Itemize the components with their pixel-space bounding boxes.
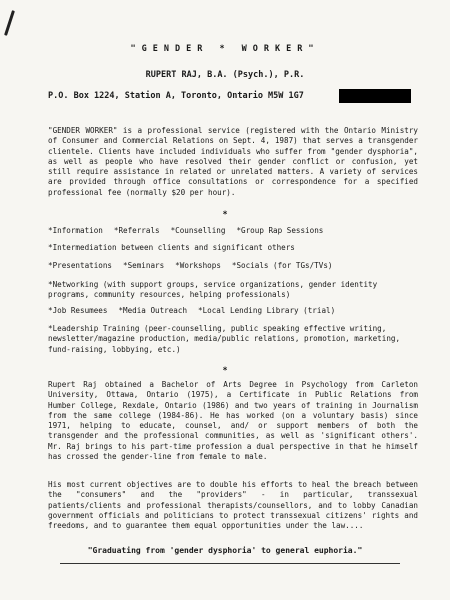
author-name-line: RUPERT RAJ, B.A. (Psych.), P.R.	[145, 70, 305, 80]
redaction-box	[339, 89, 411, 103]
services-row-4: *Networking (with support groups, service organizations, gender identity programs, community resources, helping professionals)	[48, 280, 378, 300]
service-item: *Group Rap Sessions	[236, 226, 324, 235]
mailing-address: P.O. Box 1224, Station A, Toronto, Ontario M5W 1G7	[48, 91, 304, 101]
bio-paragraph: Rupert Raj obtained a Bachelor of Arts Degree in Psychology from Carleton University, Ottawa, Ontario (1975), a Certificate in Public Relations from Humber College, Rexdale, Ontario (1986) and two years of training in Journalism from the same college (1984-86). He has worked (on a voluntary basis) since 1971, helping to educate, counsel, and/ or support members of both the transgender and the professional communities, as well as 'significant others'. Mr. Raj brings to his part-time profession a dual perspective in that he himself has crossed the gender-line from female to male.	[48, 380, 418, 462]
service-item: *Presentations	[48, 261, 113, 270]
services-row-2: *Intermediation between clients and significant others	[48, 243, 295, 252]
service-item: *Socials (for TGs/TVs)	[231, 261, 333, 270]
services-row-3	[48, 261, 420, 271]
intro-paragraph: "GENDER WORKER" is a professional service (registered with the Ontario Ministry of Consumer and Commercial Relations on Sept. 4, 1987) that serves a transgender clientele. Clients have included individuals who suffer from "gender dysphoria", as well as people who have resolved their gender conflict or confusion, yet still require assistance in related or unrelated matters. A variety of services are provided through office consultations or correspondence for a specified professional fee (normally $20 per hour).	[48, 126, 418, 197]
services-row-1	[48, 226, 420, 236]
service-item: *Media Outreach	[118, 306, 188, 315]
separator-star: *	[222, 366, 228, 376]
objectives-paragraph: His most current objectives are to double his efforts to heal the breach between the "consumers" and the "providers" - in particular, transsexual patients/clients and professional therapists/counsellors, and to lobby Canadian government officials and politicians to protect transsexual citizens' rights and freedoms, and to guarantee them equal opportunities under the law....	[48, 480, 418, 531]
service-item: *Referrals	[113, 226, 160, 235]
document-title: "GENDER * WORKER"	[130, 44, 320, 54]
services-row-5	[48, 306, 420, 316]
service-item: *Information	[48, 226, 103, 235]
motto: "Graduating from 'gender dysphoria' to general euphoria."	[87, 546, 363, 555]
service-item: *Counselling	[170, 226, 226, 235]
service-item: *Workshops	[175, 261, 221, 270]
service-item: *Job Resumees	[48, 306, 108, 315]
services-row-6: *Leadership Training (peer-counselling, public speaking effective writing, newsletter/magazine production, media/public relations, promotion, marketing, fund-raising, lobbying, etc.)	[48, 324, 401, 354]
pen-mark	[4, 10, 15, 36]
service-item: *Local Lending Library (trial)	[198, 306, 336, 315]
service-item: *Seminars	[123, 261, 165, 270]
divider-rule	[60, 563, 400, 564]
separator-star: *	[222, 210, 228, 220]
